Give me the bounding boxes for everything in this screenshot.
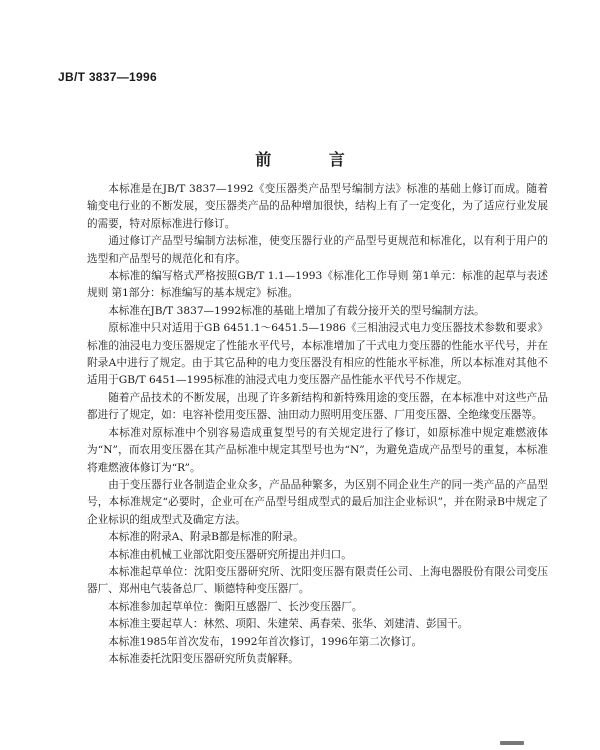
paragraph-revision-basis: 本标准是在JB/T 3837—1992《变压器类产品型号编制方法》标准的基础上修订而成。随着输变电行业的不断发展，变压器类产品的品种增加很快，结构上有了一定变化，为了适应行业发展的需要，特对原标准进行修订。 (87, 183, 548, 230)
paragraph-drafting-units: 本标准起草单位：沈阳变压器研究所、沈阳变压器有限责任公司、上海电器股份有限公司变压器厂、郑州电气装备总厂、顺德特种变压器厂。 (87, 565, 548, 596)
paragraph-tap-changer: 本标准在JB/T 3837—1992标准的基础上增加了有载分接开关的型号编制方法。 (108, 304, 485, 317)
standard-code: JB/T 3837—1996 (58, 70, 157, 84)
paragraph-enterprise-mark: 由于变压器行业各制造企业众多，产品品种繁多，为区别不同企业生产的同一类产品的产品型号，本标准规定“必要时，企业可在产品型号组成型式的最后加注企业标识”，并在附录B中规定了企业标识的组成型式及确定方法。 (87, 478, 548, 526)
paragraph-new-products: 随着产品技术的不断发展，出现了许多新结构和新特殊用途的变压器，在本标准中对这些产品都进行了规定，如：电容补偿用变压器、油田动力照明用变压器、厂用变压器、全绝缘变压器等。 (87, 391, 548, 422)
paragraph-drafters: 本标准主要起草人：林然、项阳、朱建荣、禹春荣、张华、刘建清、彭国干。 (108, 618, 469, 631)
paragraph-appendix: 本标准的附录A、附录B都是标准的附录。 (108, 531, 304, 544)
paragraph-revision-purpose: 通过修订产品型号编制方法标准，使变压器行业的产品型号更规范和标准化，以有利于用户的选型和产品型号的规范化和有序。 (87, 235, 548, 265)
foreword-body (87, 181, 548, 668)
page-title: 前 言 (255, 150, 371, 169)
paragraph-history: 本标准1985年首次发布，1992年首次修订，1996年第二次修订。 (108, 635, 423, 648)
paragraph-performance-code: 原标准中只对适用于GB 6451.1～6451.5—1986《三相油浸式电力变压器技术参数和要求》标准的油浸电力变压器规定了性能水平代号，本标准增加了干式电力变压器的性能水平代号，并在附录A中进行了规定。由于其它品种的电力变压器没有相应的性能水平标准，所以本标准对其他不适用于GB/T 6451—1995标准的油浸式电力变压器产品性能水平代号不作规定。 (87, 322, 548, 387)
paragraph-format: 本标准的编写格式严格按照GB/T 1.1—1993《标准化工作导则 第1单元：标准的起草与表述规则 第1部分：标准编写的基本规定》标准。 (87, 270, 548, 300)
paragraph-proposer: 本标准由机械工业部沈阳变压器研究所提出并归口。 (108, 548, 352, 561)
paragraph-participating-units: 本标准参加起草单位：衡阳互感器厂、长沙变压器厂。 (108, 600, 363, 613)
paragraph-duplicate-codes: 本标准对原标准中个别容易造成重复型号的有关规定进行了修订，如原标准中规定难燃液体为“N”，而农用变压器在其产品标准中规定其型号也为“N”，为避免造成产品型号的重复，本标准将难燃液体修订为“R”。 (87, 426, 548, 474)
paragraph-interpretation: 本标准委托沈阳变压器研究所负责解释。 (108, 652, 299, 665)
scan-mark (500, 741, 524, 745)
